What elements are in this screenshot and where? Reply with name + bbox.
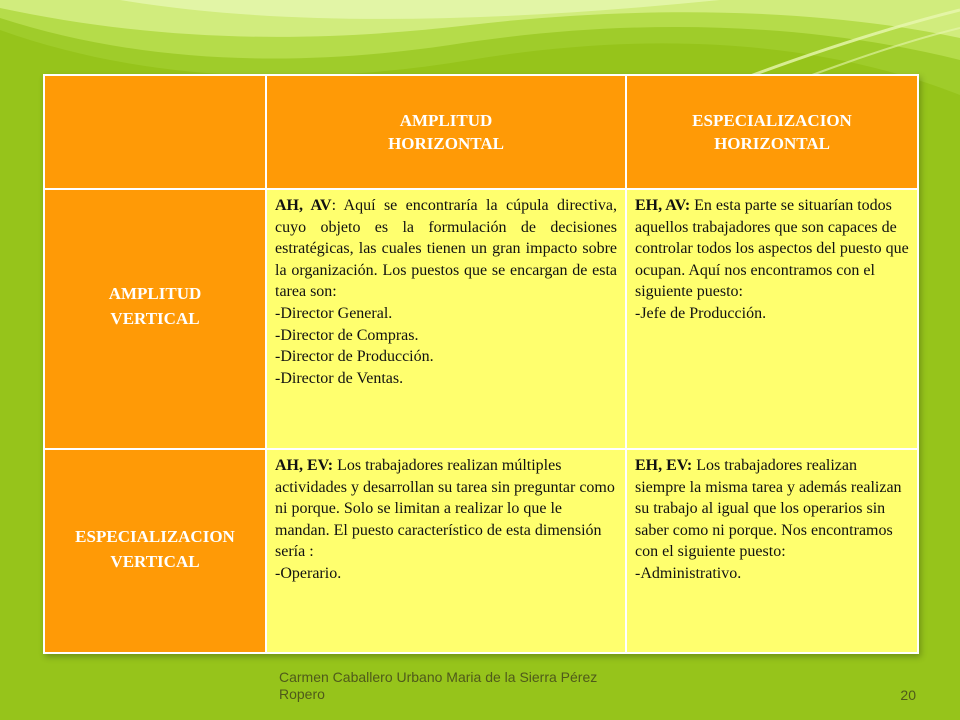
cell-ah-av-title: AH, AV: [275, 197, 332, 214]
cell-eh-av-item: -Jefe de Producción.: [635, 304, 767, 322]
cell-ah-av-item: -Director de Compras.: [275, 326, 419, 344]
cell-ah-ev: [266, 449, 626, 653]
cell-ah-av-item: -Director General.: [275, 304, 393, 322]
cell-ah-ev-item: -Operario.: [275, 564, 342, 582]
cell-ah-ev-text: Los trabajadores realizan múltiples actividades y desarrollan su tarea sin preguntar como ni porque. Solo se limitan a realizar lo que le mandan. El puesto característico de esta dimensión sería :: [275, 457, 615, 561]
cell-eh-ev-title: EH, EV:: [635, 457, 693, 474]
cell-eh-av: [626, 189, 918, 449]
row-label-especializacion-vertical: [44, 449, 266, 653]
footer-authors: Carmen Caballero Urbano Maria de la Sierra Pérez Ropero: [279, 669, 598, 702]
cell-ah-av-item: -Director de Ventas.: [275, 369, 404, 387]
cell-ah-av: [266, 189, 626, 449]
row1-label-line2: VERTICAL: [110, 309, 200, 328]
cell-ah-av-item: -Director de Producción.: [275, 348, 434, 366]
cell-ah-ev-title: AH, EV:: [275, 457, 334, 474]
header-col1-line1: AMPLITUD: [399, 111, 493, 130]
row1-label-line1: AMPLITUD: [108, 284, 202, 303]
row2-label-line1: ESPECIALIZACION: [75, 527, 235, 546]
cell-eh-ev-item: -Administrativo.: [635, 564, 742, 582]
cell-eh-ev-text: Los trabajadores realizan siempre la misma tarea y además realizan su trabajo al igual que los operarios sin saber como ni porque. Nos encontramos con el siguiente puesto:: [635, 457, 902, 561]
cell-eh-av-title: EH, AV:: [635, 197, 691, 214]
cell-eh-av-text: En esta parte se situarían todos aquellos trabajadores que son capaces de controlar todos los aspectos del puesto que ocupan. Aquí nos encontramos con el siguiente puesto:: [635, 197, 909, 301]
comparison-table: [43, 74, 919, 654]
header-col2-line2: HORIZONTAL: [714, 134, 830, 153]
cell-ah-av-text: : Aquí se encontraría la cúpula directiva, cuyo objeto es la formulación de decisiones estratégicas, las cuales tienen un gran impacto sobre la organización. Los puestos que se encargan de esta tarea son:: [275, 197, 617, 301]
row2-label-line2: VERTICAL: [110, 552, 200, 571]
cell-eh-ev: [626, 449, 918, 653]
header-especializacion-horizontal: [626, 75, 918, 189]
header-col1-line2: HORIZONTAL: [388, 134, 504, 153]
header-corner-cell: [44, 75, 266, 189]
page-number: 20: [900, 687, 916, 703]
header-amplitud-horizontal: [266, 75, 626, 189]
header-col2-line1: ESPECIALIZACION: [692, 111, 852, 130]
row-label-amplitud-vertical: [44, 189, 266, 449]
